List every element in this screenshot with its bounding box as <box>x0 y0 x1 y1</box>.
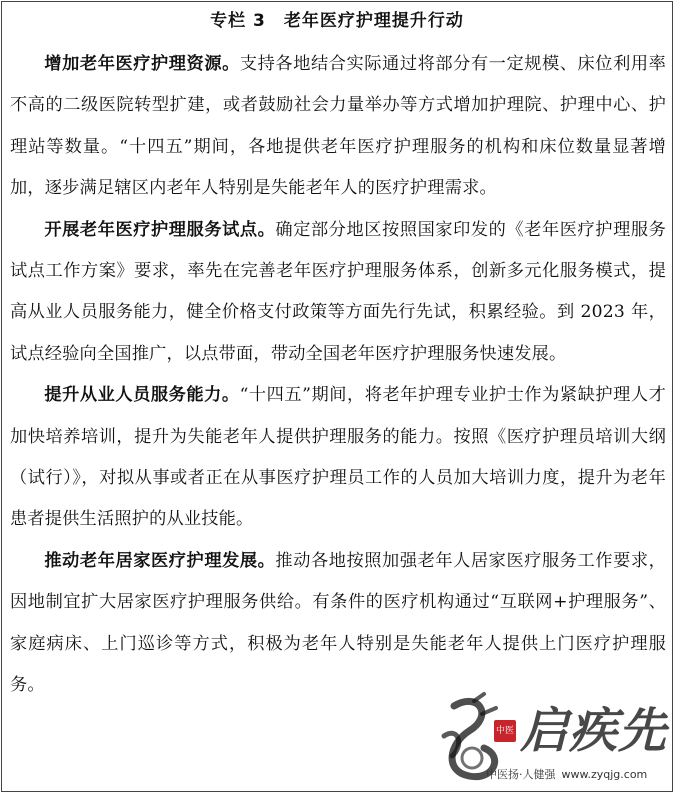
paragraph-body: 确定部分地区按照国家印发的《老年医疗护理服务试点工作方案》要求，率先在完善老年医疗护理服务体系，创新多元化服务模式，提高从业人员服务能力，健全价格支付政策等方面先行先试，积累经验。到 2023 年，试点经验向全国推广，以点带面，带动全国老年医疗护理服务快速发展。 <box>10 219 666 364</box>
watermark <box>424 686 670 790</box>
paragraph-lead: 增加老年医疗护理资源。 <box>44 54 240 74</box>
watermark-tagline: 中医扬·人健强 <box>486 768 556 781</box>
box-title <box>0 6 674 31</box>
seal-badge: 中医 <box>494 720 516 742</box>
paragraph-pilot <box>10 210 666 376</box>
paragraph-resources <box>10 44 666 210</box>
paragraph-staff <box>10 375 666 541</box>
paragraph-homecare <box>10 541 666 707</box>
box-heading: 老年医疗护理提升行动 <box>283 11 464 31</box>
watermark-url: www.zyqjg.com <box>561 768 648 781</box>
paragraph-lead: 提升从业人员服务能力。 <box>44 385 240 406</box>
paragraph-lead: 推动老年居家医疗护理发展。 <box>44 550 276 571</box>
paragraph-body: 支持各地结合实际通过将部分有一定规模、床位利用率不高的二级医院转型扩建，或者鼓励社会力量举办等方式增加护理院、护理中心、护理站等数量。“十四五”期间，各地提供老年医疗护理服务的机构和床位数量显著增加，逐步满足辖区内老年人特别是失能老年人的医疗护理需求。 <box>10 54 666 199</box>
box-content <box>10 44 666 707</box>
watermark-brand: 启疾先 <box>520 703 668 759</box>
watermark-footer <box>486 766 670 782</box>
paragraph-body: “十四五”期间，将老年护理专业护士作为紧缺护理人才加快培养培训，提升为失能老年人提供护理服务的能力。按照《医疗护理员培训大纲（试行）》，对拟从事或者正在从事医疗护理员工作的人员加大培训力度，提升为老年患者提供生活照护的从业技能。 <box>10 385 667 530</box>
box-label: 专栏 3 <box>210 11 266 31</box>
paragraph-body: 推动各地按照加强老年人居家医疗服务工作要求，因地制宜扩大居家医疗护理服务供给。有条件的医疗机构通过“互联网+护理服务”、家庭病床、上门巡诊等方式，积极为老年人特别是失能老年人提供上门医疗护理服务。 <box>10 550 666 696</box>
paragraph-lead: 开展老年医疗护理服务试点。 <box>44 219 276 240</box>
